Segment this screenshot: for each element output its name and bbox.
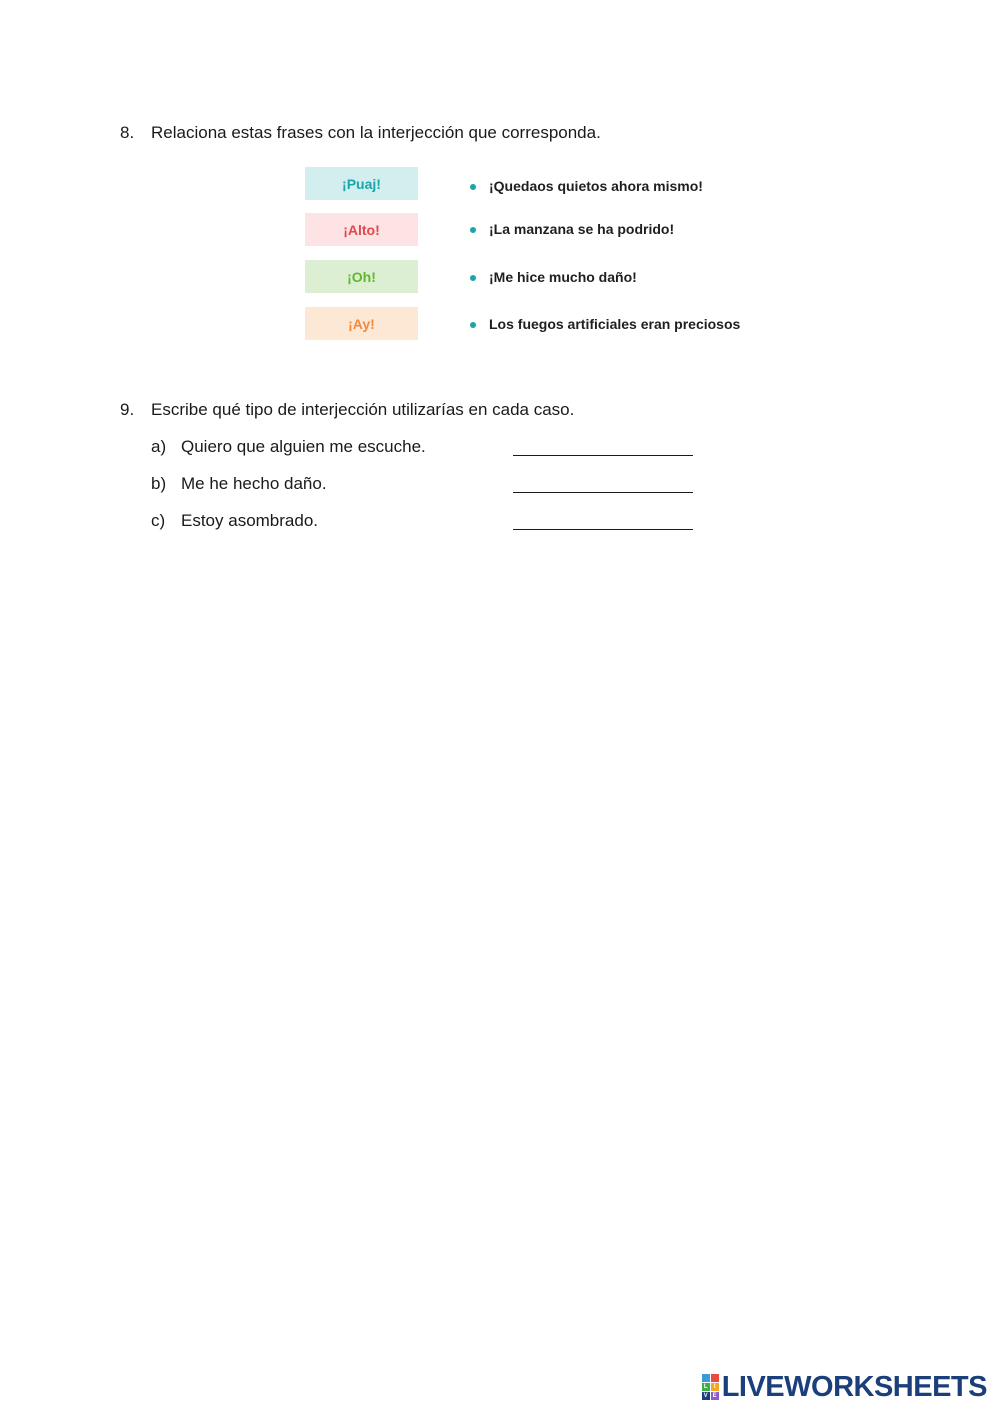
- phrase-item[interactable]: [470, 267, 637, 287]
- interjection-box-puaj[interactable]: [305, 167, 418, 200]
- sub-item-letter: c): [151, 511, 166, 530]
- phrase-text: ¡La manzana se ha podrido!: [489, 221, 675, 237]
- answer-input-c[interactable]: [513, 529, 693, 530]
- sub-item-text: Estoy asombrado.: [181, 511, 319, 530]
- phrase-text: Los fuegos artificiales eran preciosos: [489, 316, 741, 332]
- bullet-icon: [470, 275, 476, 281]
- interjection-box-alto[interactable]: [305, 213, 418, 246]
- question-9-number: 9.: [120, 400, 135, 419]
- logo-text: LIVEWORKSHEETS: [721, 1370, 987, 1403]
- interjection-label: ¡Oh!: [347, 268, 376, 285]
- logo-mark-cell: I: [711, 1383, 719, 1391]
- interjection-box-ay[interactable]: [305, 307, 418, 340]
- sub-item-letter: a): [151, 437, 167, 456]
- phrase-item[interactable]: [470, 314, 740, 334]
- logo-mark-cell: E: [712, 1393, 717, 1399]
- interjection-box-oh[interactable]: [305, 260, 418, 293]
- logo-mark-cell: V: [703, 1393, 708, 1399]
- sub-item-text: Quiero que alguien me escuche.: [181, 437, 426, 456]
- sub-item-text: Me he hecho daño.: [181, 474, 327, 493]
- interjection-label: ¡Puaj!: [342, 175, 381, 192]
- phrase-item[interactable]: [470, 219, 674, 239]
- bullet-icon: [470, 227, 476, 233]
- bullet-icon: [470, 184, 476, 190]
- sub-item-letter: b): [151, 474, 167, 493]
- logo-mark-cell: L: [702, 1383, 710, 1391]
- interjection-label: ¡Alto!: [343, 221, 380, 238]
- interjection-label: ¡Ay!: [348, 315, 375, 332]
- question-8-number: 8.: [120, 123, 135, 142]
- liveworksheets-logo: [702, 1372, 987, 1402]
- question-8-prompt: Relaciona estas frases con la interjección que corresponda.: [151, 123, 601, 142]
- answer-input-b[interactable]: [513, 492, 693, 493]
- logo-mark-cell: [702, 1374, 710, 1382]
- bullet-icon: [470, 322, 476, 328]
- phrase-item[interactable]: [470, 176, 703, 196]
- answer-input-a[interactable]: [513, 455, 693, 456]
- logo-mark-icon: [702, 1374, 719, 1400]
- question-9-prompt: Escribe qué tipo de interjección utilizarías en cada caso.: [151, 400, 575, 419]
- phrase-text: ¡Me hice mucho daño!: [489, 269, 637, 285]
- logo-mark-cell: [711, 1374, 719, 1382]
- phrase-text: ¡Quedaos quietos ahora mismo!: [489, 178, 703, 194]
